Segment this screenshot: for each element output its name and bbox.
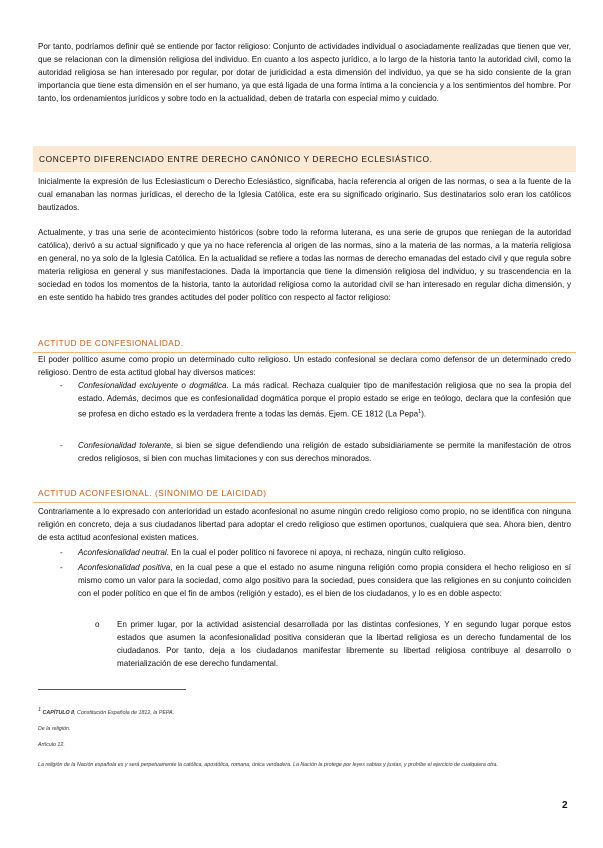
footnote-4: La religión de la Nación española es y será perpetuamente la católica, apostólica, romana, única verdadera. La Nación la protege por leyes sabias y justas, y prohíbe el ejercicio de cualquiera otra. [38,762,498,768]
bullet-mark: - [60,563,63,572]
page-number: 2 [562,800,568,811]
bullet-mark: - [60,381,63,390]
subheading-aconfesional: ACTITUD ACONFESIONAL. (SINÓNIMO DE LAICIDAD) [38,489,267,498]
sub-list-item [38,619,571,671]
subheading-rule [33,502,576,503]
term-excluyente: Confesionalidad excluyente o dogmática [78,381,227,390]
paragraph-origin: Inicialmente la expresión de Ius Eclesiasticum o Derecho Eclesiástico, significaba, hacía referencia al origen de las normas, o sea a la fuente de la cual emanaban las normas jurídicas, el derecho de la Iglesia Católica, este era su significado originario. Sus destinatarios solo eran los católicos bautizados. [38,177,571,212]
subheading-rule [33,352,576,353]
list-item-aconfesionalidad-positiva [38,562,571,601]
footnote-1-text: , Constitución Española de 1812, la PEPA. [74,709,175,716]
sub-item-text: En primer lugar, por la actividad asistencial desarrollada por las distintas confesiones, Y en segundo lugar porque estos estados que asumen la aconfesionalidad positiva consideran que la libertad religiosa es un derecho fundamental de los ciudadanos. Por tanto, deja a los ciudadanos manifestar libremente su libertad religiosa contribuye al desarrollo o materialización de ese derecho fundamental. [117,620,571,668]
list-item-confesionalidad-tolerante [38,440,571,466]
section-heading: CONCEPTO DIFERENCIADO ENTRE DERECHO CANÓNICO Y DERECHO ECLESIÁSTICO. [33,146,576,172]
footnote-1 [38,707,558,717]
text-excluyente: . La más radical. Rechaza cualquier tipo de manifestación religiosa que no sea la propia del estado. Además, decimos que es confesionalidad dogmática porque el propio estado se erige en teólogo, declara que la confesión que se profesa en dicho estado es la verdadera frente a todas las demás. Ejem. CE 1812 (La Pepa [78,381,571,419]
footnote-1-bold: CAPÍTULO II [42,709,75,716]
paragraph-current-meaning: Actualmente, y tras una serie de acontecimiento históricos (sobre todo la reforma luterana, es una serie de grupos que reniegan de la autoridad católica), derivó a su actual significado y que ya no hace referencia al origen de las normas, sino a la materia de las normas, a la materia religiosa en general, no ya solo de la Iglesia Católica. En la actualidad se refiere a todas las normas de derecho emanadas del estado civil y que regula sobre materia religiosa en general y sus manifestaciones. Dada la importancia que tiene la dimensión religiosa del individuo, y su trascendencia en la sociedad en todos los momentos de la historia, tanto la autoridad religiosa como la autoridad civil se han interesado en regular dicha dimensión, y en este sentido ha habido tres grandes actitudes del poder político con respecto al factor religioso: [38,228,571,302]
list-item-aconfesionalidad-neutral [38,547,571,560]
intro-paragraph: Por tanto, podríamos definir qué se entiende por factor religioso: Conjunto de actividades individual o asociadamente realizadas que tienen que ver, que se relacionan con la dimensión religiosa del individuo. En cuanto a los aspecto jurídico, a lo largo de la historia tanto la autoridad civil, como la autoridad religiosa se han interesado por regular, por dotar de juridicidad a esta dimensión del individuo, ya que se ha sido consiente de la gran importancia que tiene esta dimensión en el ser humano, ya que está ligada de una forma íntima a la conciencia y a los sentimientos del hombre. Por tanto, los ordenamientos jurídicos y sobre todo en la actualidad, deben de tratarla con especial mimo y cuidado. [38,42,571,103]
paragraph-aconfesional: Contrariamente a lo expresado con anterioridad un estado aconfesional no asume ningún credo religioso como propio, no se identifica con ninguna religión en concreto, deja a sus ciudadanos libertad para adoptar el credo religioso que estimen oportunos, cualquiera que sea. Ahora bien, dentro de esta actitud aconfesional existen matices. [38,507,571,542]
text-positiva: , en la cual pese a que el estado no asume ninguna religión como propia considera el hecho religioso en sí mismo como un valor para la sociedad, como algo positivo para la sociedad, pues considera que las religiones en su conjunto coinciden con el poder político en que el fin de ambos (religión y estado), es el bien de los ciudadanos, y lo es en doble aspecto: [78,563,571,598]
footnote-ref: 1 [418,408,422,415]
footnote-mark: 1 [38,707,42,713]
footnote-2: De la religión. [38,726,71,732]
term-positiva: Aconfesionalidad positiva [78,563,171,572]
text-neutral: . En la cual el poder político ni favorece ni apoya, ni rechaza, ningún culto religioso. [166,548,466,557]
bullet-mark: - [60,548,63,557]
term-neutral: Aconfesionalidad neutral [78,548,167,557]
paragraph-confesionalidad: El poder político asume como propio un determinado culto religioso. Un estado confesional se declara como defensor de un determinado credo religioso. Dentro de esta actitud global hay diversos matices: [38,355,571,377]
bullet-mark: - [60,441,63,450]
subheading-confesionalidad: ACTITUD DE CONFESIONALIDAD. [38,339,184,348]
list-item-confesionalidad-excluyente [38,380,571,421]
term-tolerante: Confesionalidad tolerante [78,441,171,450]
text-tolerante: , si bien se sigue defendiendo una religión de estado subsidiariamente se permite la manifestación de otros credos religiosos, si bien con muchas limitaciones y con sus derechos minorados. [78,441,571,463]
footnote-3: Artículo 12. [38,742,65,748]
text-excluyente-end: ). [421,409,427,419]
sub-bullet-mark: o [95,620,100,629]
footnote-separator [38,689,186,690]
